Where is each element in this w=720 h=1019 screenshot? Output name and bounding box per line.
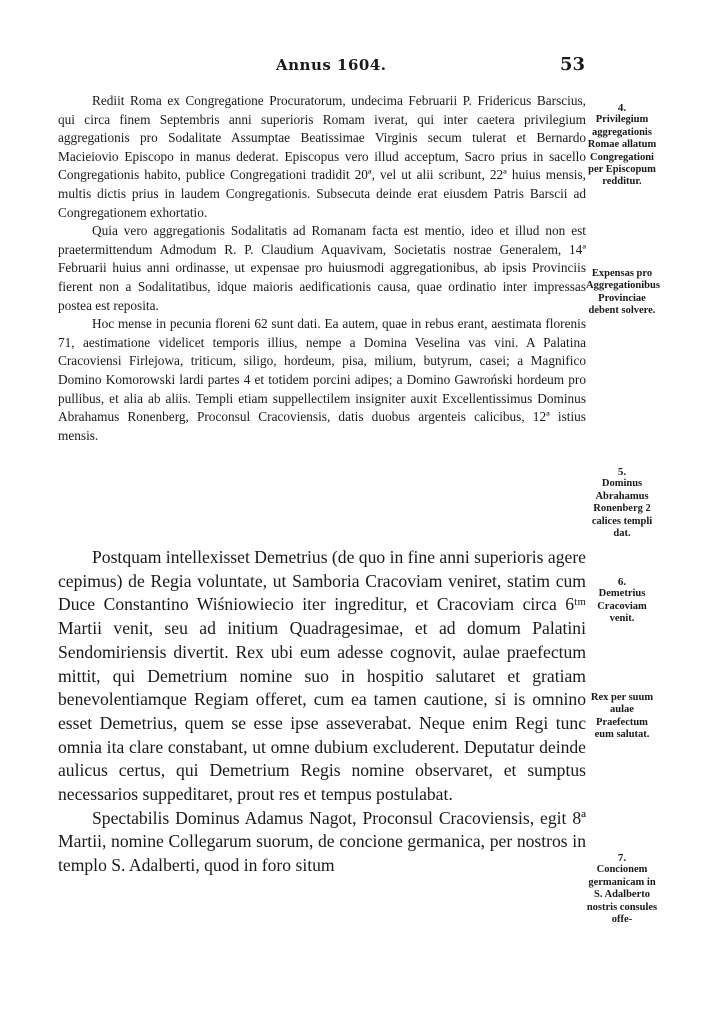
small-print-block xyxy=(58,92,586,445)
margin-note-text: Rex per suum aulae Praefectum eum salutat. xyxy=(590,692,654,741)
margin-note-text: Concionem germanicam in S. Adalberto nostris consules offe- xyxy=(586,864,658,926)
running-head-title: Annus 1604. xyxy=(276,56,387,74)
margin-note-text: Expensas pro Aggregationibus Provinciae debent solvere. xyxy=(586,268,660,317)
margin-note-number: 7. xyxy=(617,852,627,864)
margin-note-expenses xyxy=(586,268,658,318)
large-print-block xyxy=(58,546,586,878)
margin-note-6 xyxy=(586,576,658,626)
margin-note-number: 4. xyxy=(617,102,627,114)
margin-note-text: Privilegium aggregationis Romae allatum Congregationi per Episcopum redditur. xyxy=(587,114,657,188)
margin-note-number: 6. xyxy=(617,576,627,588)
paragraph-donations: Hoc mense in pecunia floreni 62 sunt dati. Ea autem, quae in rebus erant, aestimata florenis 71, aestimatione videlicet temporis illius, nempe a Domina Veselina vas vini. A Palatina Cracoviensi Firlejowa, triticum, siligo, hordeum, pisa, milium, butyrum, casei; a Magnifico Domino Komorowski lardi partes 4 et totidem porcini adipes; a Domino Gawroński hordeum pro pullibus, et alia ab aliis. Templi etiam suppellectilem insigniter auxit Excellentissimus Dominus Abrahamus Ronenberg, Proconsul Cracoviensis, datis duobus argenteis calicibus, 12ª istius mensis. xyxy=(58,316,586,443)
margin-note-text: Demetrius Cracoviam venit. xyxy=(597,588,647,625)
margin-note-4 xyxy=(586,102,658,189)
paragraph-demetrius: Postquam intellexisset Demetrius (de quo in fine anni superioris agere cepimus) de Regia voluntate, ut Samboria Cracoviam veniret, statim cum Duce Constantino Wiśniowiecio iter ingreditur, et Cracoviam circa 6ᵗᵐ Martii venit, seu ad initium Quadragesimae, et ad domum Palatini Sendomiriensis divertit. Rex ubi eum adesse cognovit, aulae praefectum mittit, qui Demetrium nomine suo in hospitio salutaret et gratiam benevolentiamque Regiam offeret, cum ea tamen cautione, si is omnino esset Demetrius, quem se esse ipse asseverabat. Neque enim Regi tunc omnia ita clare constabant, ut omne dubium excluderent. Deputatur deinde aulicus certus, qui Demetrium Regis nomine observaret, et sumptus necessarios suppeditaret, prout res et tempus postulabat. xyxy=(58,547,586,805)
paragraph-expenses: Quia vero aggregationis Sodalitatis ad Romanam facta est mentio, ideo et illud non est praetermittendum Admodum R. P. Claudium Aquavivam, Societatis nostrae Generalem, 14ª Februarii huius anni ordinasse, ut expensae pro huiusmodi aggregationibus, ab ipsis Provinciis fierent non a Sodalitatibus, idque maioris aedificationis causa, quae ordinatio inter impressas postea est reposita. xyxy=(58,223,586,313)
margin-note-5 xyxy=(586,466,658,540)
paragraph-privilege: Rediit Roma ex Congregatione Procuratorum, undecima Februarii P. Fridericus Barscius, qui circa finem Septembris anni superioris Romam iverat, qui inter caetera privilegium aggregationis pro Sodalitate Assumptae Beatissimae Virginis secum tulerat et Bernardo Macieiovio Episcopo in manus dederat. Episcopus vero illud acceptum, Sacro prius in sacello Congregationis habito, publice Congregationi tradidit 20ª, vel ut alii scribunt, 22ª huius mensis, multis dictis prius in laudem Congregationis. Subsecuta deinde erat eiusdem Patris Barscii ad Congregationem exhortatio. xyxy=(58,93,586,220)
margin-note-7 xyxy=(586,852,658,926)
page-number: 53 xyxy=(560,54,586,75)
paragraph-nagot: Spectabilis Dominus Adamus Nagot, Proconsul Cracoviensis, egit 8ª Martii, nomine Collegarum suorum, de concione germanica, per nostros in templo S. Adalberti, quod in foro situm xyxy=(58,807,586,876)
margin-note-rex xyxy=(586,692,658,742)
margin-note-text: Dominus Abrahamus Ronenberg 2 calices templi dat. xyxy=(591,478,653,540)
margin-note-number: 5. xyxy=(617,466,627,478)
